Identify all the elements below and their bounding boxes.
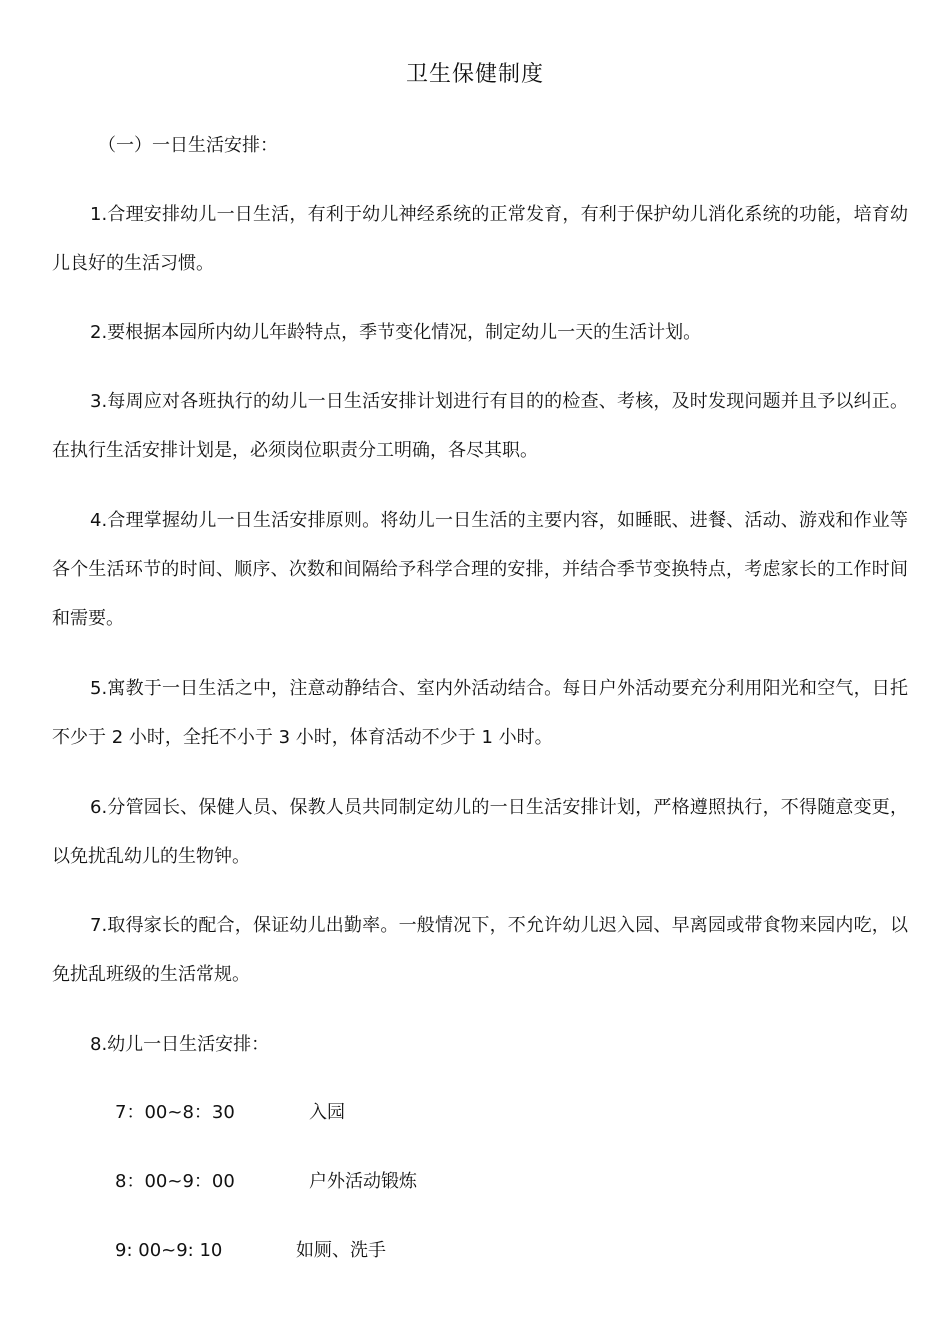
paragraph-1: 1.合理安排幼儿一日生活，有利于幼儿神经系统的正常发育，有利于保护幼儿消化系统的功能，培育幼儿良好的生活习惯。 — [52, 204, 908, 274]
paragraph-3: 3.每周应对各班执行的幼儿一日生活安排计划进行有目的的检查、考核，及时发现问题并且予以纠正。在执行生活安排计划是，必须岗位职责分工明确，各尽其职。 — [52, 391, 908, 461]
document-title: 卫生保健制度 — [405, 62, 544, 87]
paragraph-8: 8.幼儿一日生活安排： — [90, 1034, 270, 1055]
paragraph-6: 6.分管园长、保健人员、保教人员共同制定幼儿的一日生活安排计划，严格遵照执行，不得随意变更，以免扰乱幼儿的生物钟。 — [52, 797, 908, 867]
schedule-activity: 户外活动锻炼 — [309, 1171, 417, 1192]
schedule-time: 9: 00~9: 10 — [115, 1240, 223, 1261]
schedule-time: 8：00~9：00 — [115, 1171, 235, 1192]
schedule-time: 7：00~8：30 — [115, 1102, 235, 1123]
schedule-activity: 如厕、洗手 — [296, 1240, 386, 1261]
paragraph-2: 2.要根据本园所内幼儿年龄特点，季节变化情况，制定幼儿一天的生活计划。 — [90, 322, 702, 343]
paragraph-7: 7.取得家长的配合，保证幼儿出勤率。一般情况下，不允许幼儿迟入园、早离园或带食物来园内吃，以免扰乱班级的生活常规。 — [52, 915, 908, 985]
schedule-activity: 入园 — [309, 1102, 345, 1123]
paragraph-4: 4.合理掌握幼儿一日生活安排原则。将幼儿一日生活的主要内容，如睡眠、进餐、活动、游戏和作业等各个生活环节的时间、顺序、次数和间隔给予科学合理的安排，并结合季节变换特点，考虑家长的工作时间和需要。 — [52, 510, 908, 629]
paragraph-5: 5.寓教于一日生活之中，注意动静结合、室内外活动结合。每日户外活动要充分利用阳光和空气，日托不少于 2 小时，全托不小于 3 小时，体育活动不少于 1 小时。 — [52, 678, 908, 748]
section-heading: （一）一日生活安排： — [98, 135, 278, 156]
